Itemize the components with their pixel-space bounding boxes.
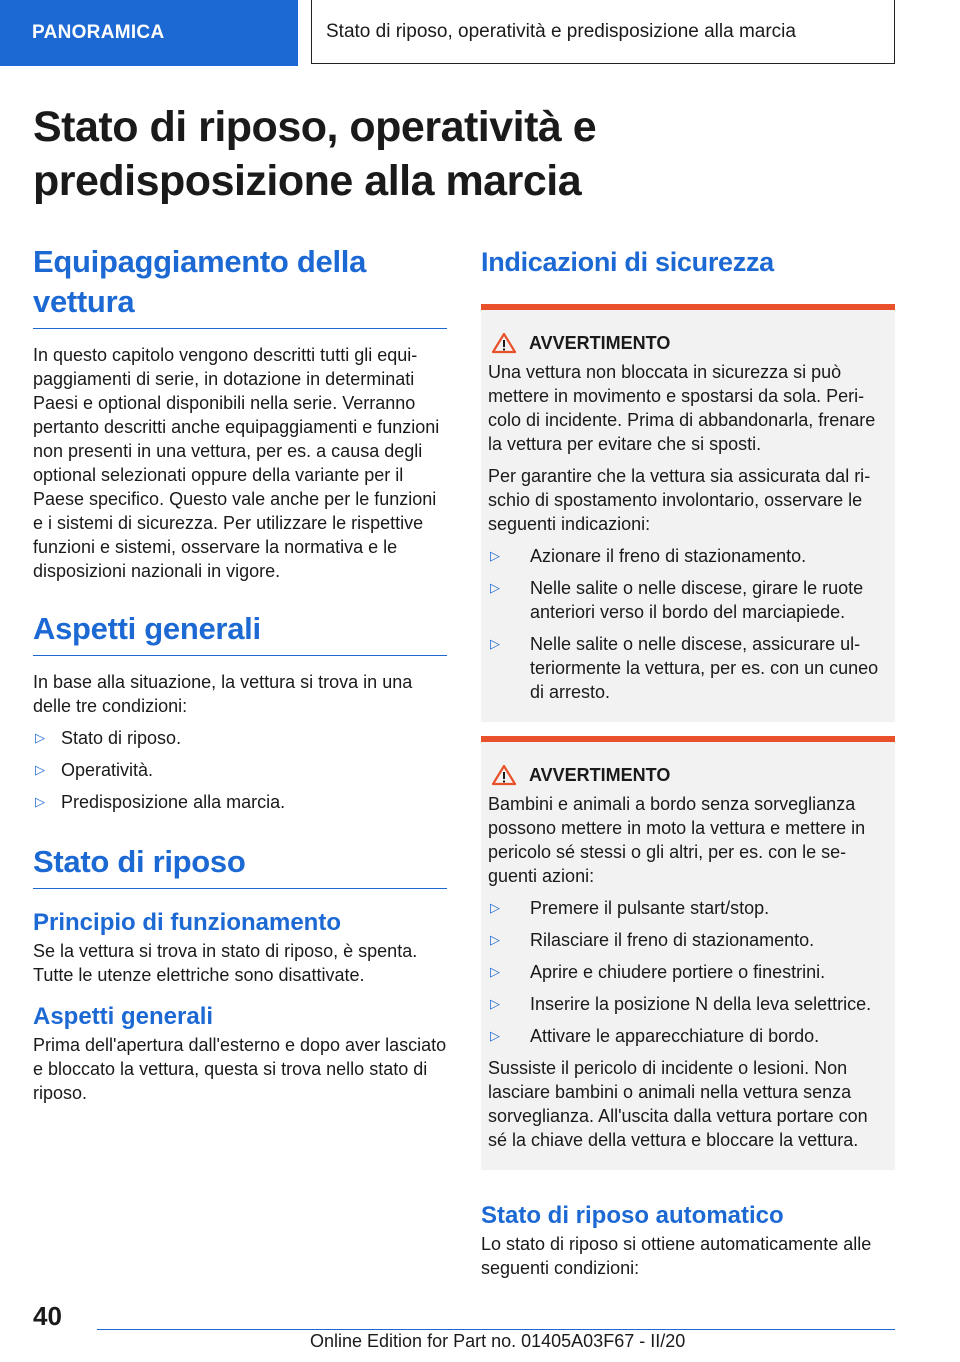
triangle-bullet-icon: ▷	[490, 932, 500, 947]
breadcrumb: Stato di riposo, operatività e predisposizione alla marcia	[311, 0, 895, 64]
list-item: ▷ Nelle salite o nelle discese, girare le ruote anteriori verso il bordo del marciapiede.	[490, 578, 864, 622]
paragraph: Se la vettura si trova in stato di riposo, è spenta. Tutte le utenze elettriche sono disattivate.	[33, 941, 418, 985]
triangle-bullet-icon: ▷	[35, 762, 45, 777]
list-item: ▷ Premere il pulsante start/stop.	[490, 898, 770, 918]
list-item: ▷ Nelle salite o nelle discese, assicurare ulteriormente la vettura, per es. con un cuneo di arresto.	[490, 634, 879, 702]
warning-triangle-icon	[491, 764, 517, 786]
section-heading-aspetti-generali	[33, 609, 447, 656]
warning-box	[481, 736, 895, 1170]
list-item: ▷ Stato di riposo.	[35, 728, 182, 748]
section-heading-stato-di-riposo	[33, 842, 447, 889]
list-item: ▷ Rilasciare il freno di stazionamento.	[490, 930, 815, 950]
triangle-bullet-icon: ▷	[35, 730, 45, 745]
warning-header: AVVERTIMENTO	[488, 764, 887, 786]
triangle-bullet-icon: ▷	[35, 794, 45, 809]
subsection-title: Aspetti generali	[33, 1003, 214, 1030]
triangle-bullet-icon: ▷	[490, 996, 500, 1011]
triangle-bullet-icon: ▷	[490, 580, 500, 595]
section-heading-equipaggiamento	[33, 242, 447, 329]
triangle-bullet-icon: ▷	[490, 636, 500, 651]
section-tab[interactable]: PANORAMICA	[0, 0, 298, 66]
paragraph: Prima dell'apertura dall'esterno e dopo aver lasciato e bloccato la vettura, questa si trova nello stato di riposo.	[33, 1035, 447, 1103]
right-column	[481, 242, 895, 1288]
left-column	[33, 242, 447, 1113]
page-number: 40	[33, 1301, 62, 1331]
list-item: ▷ Inserire la posizione N della leva selettrice.	[490, 994, 872, 1014]
warning-text: Una vettura non bloccata in sicurezza si può mettere in movimento e spostarsi da sola. Pericolo di incidente. Prima di abbandonarla, frenare la vettura per evitare che si sposti.	[488, 362, 876, 454]
footer-divider	[97, 1329, 895, 1330]
warning-list	[488, 544, 887, 704]
subsection-title: Stato di riposo automatico	[481, 1202, 784, 1229]
paragraph: In questo capitolo vengono descritti tutti gli equipaggiamenti di serie, in dotazione in determinati Paesi e optional disponibili nella serie. Verranno pertanto descritti anche equipaggiamenti e funzioni non presenti in una vettura, per es. a causa degli optional selezionati oppure della variante per il Paese specifico. Questo vale anche per le funzioni e i sistemi di sicurezza. Per utilizzare le rispettive funzioni e sistemi, osservare la normativa e le disposizioni nazionali in vigore.	[33, 345, 440, 581]
conditions-list	[33, 726, 447, 814]
warning-triangle-icon	[491, 332, 517, 354]
triangle-bullet-icon: ▷	[490, 900, 500, 915]
triangle-bullet-icon: ▷	[490, 964, 500, 979]
warning-text: Sussiste il pericolo di incidente o lesioni. Non lasciare bambini o animali nella vettura senza sorveglianza. All'uscita dalla vettura portare con sé la chiave della vettura e bloccare la vettura.	[488, 1058, 868, 1150]
list-item: ▷ Operatività.	[35, 760, 154, 780]
list-item: ▷ Predisposizione alla marcia.	[35, 792, 286, 812]
paragraph: Lo stato di riposo si ottiene automaticamente alle seguenti condizioni:	[481, 1234, 872, 1278]
section-title: Aspetti generali	[33, 611, 261, 646]
triangle-bullet-icon: ▷	[490, 1028, 500, 1043]
subsection-title: Principio di funzionamento	[33, 909, 341, 936]
warning-box	[481, 304, 895, 722]
warning-text: Per garantire che la vettura sia assicurata dal rischio di spostamento involontario, osservare le seguenti indicazioni:	[488, 466, 871, 534]
warning-text: Bambini e animali a bordo senza sorveglianza possono mettere in moto la vettura e mettere in pericolo sé stessi o gli altri, per es. con le seguenti azioni:	[488, 794, 866, 886]
edition-note: Online Edition for Part no. 01405A03F67 - II/20	[310, 1331, 686, 1351]
section-title: Equipaggiamento della vettura	[33, 244, 367, 319]
list-item: ▷ Aprire e chiudere portiere o finestrini.	[490, 962, 826, 982]
paragraph: In base alla situazione, la vettura si trova in una delle tre condizioni:	[33, 672, 413, 716]
section-title: Stato di riposo	[33, 844, 246, 879]
warning-list	[488, 896, 887, 1048]
list-item: ▷ Azionare il freno di stazionamento.	[490, 546, 807, 566]
section-title: Indicazioni di sicurezza	[481, 247, 774, 277]
warning-header: AVVERTIMENTO	[488, 332, 887, 354]
triangle-bullet-icon: ▷	[490, 548, 500, 563]
list-item: ▷ Attivare le apparecchiature di bordo.	[490, 1026, 820, 1046]
page-title: Stato di riposo, operatività e predisposizione alla marcia	[33, 103, 597, 205]
